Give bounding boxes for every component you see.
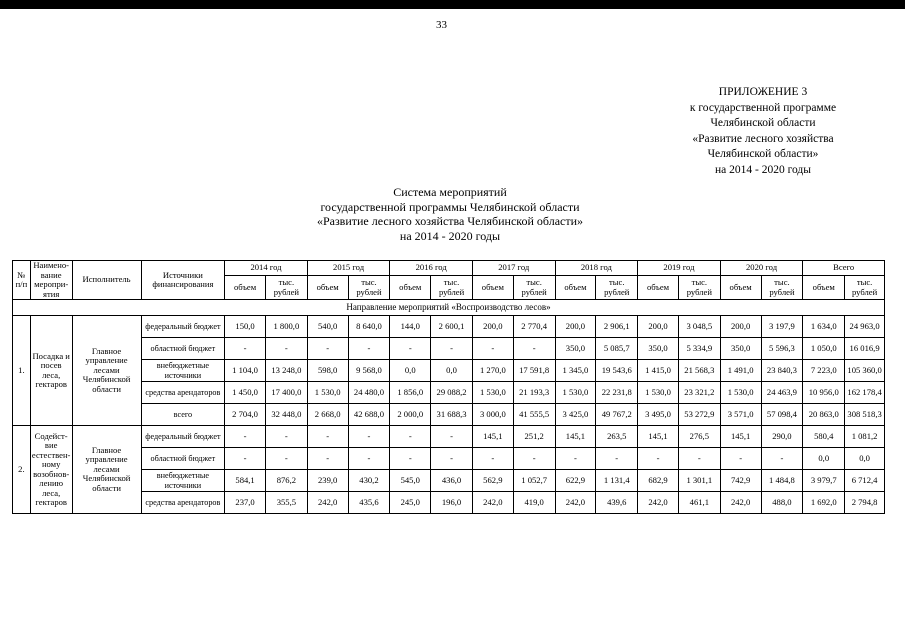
subheader-thousand: тыс. рублей	[513, 276, 555, 300]
value-cell: 350,0	[638, 338, 679, 360]
value-cell: 545,0	[390, 470, 431, 492]
top-black-bar	[0, 0, 905, 9]
value-cell: 8 640,0	[348, 316, 390, 338]
value-cell: 200,0	[638, 316, 679, 338]
header-year: 2020 год	[720, 261, 803, 276]
subheader-volume: объем	[720, 276, 761, 300]
value-cell: 1 450,0	[225, 382, 266, 404]
value-cell: 5 596,3	[761, 338, 803, 360]
value-cell: 21 193,3	[513, 382, 555, 404]
measure-name: Содейст-вие естествен-ному возобнов-лению леса, гектаров	[30, 426, 72, 514]
value-cell: 242,0	[638, 492, 679, 514]
value-cell: 488,0	[761, 492, 803, 514]
document-title	[240, 185, 660, 243]
value-cell: 13 248,0	[265, 360, 307, 382]
executor-name: Главное управление лесами Челябинской области	[72, 316, 141, 426]
value-cell: 150,0	[225, 316, 266, 338]
value-cell: 31 688,3	[431, 404, 473, 426]
source-cell: внебюджетные источники	[141, 470, 225, 492]
value-cell: 5 334,9	[678, 338, 720, 360]
value-cell: 24 963,0	[845, 316, 885, 338]
value-cell: 41 555,5	[513, 404, 555, 426]
table-row	[13, 470, 885, 492]
value-cell: 1 484,8	[761, 470, 803, 492]
value-cell: 436,0	[431, 470, 473, 492]
value-cell: 22 231,8	[596, 382, 638, 404]
header-year: 2015 год	[307, 261, 390, 276]
value-cell: -	[596, 448, 638, 470]
value-cell: 1 634,0	[803, 316, 845, 338]
value-cell: 1 530,0	[307, 382, 348, 404]
source-cell: всего	[141, 404, 225, 426]
header-year: 2017 год	[472, 261, 555, 276]
table-body	[13, 300, 885, 514]
value-cell: -	[638, 448, 679, 470]
table-row	[13, 448, 885, 470]
value-cell: 42 688,0	[348, 404, 390, 426]
subheader-volume: объем	[638, 276, 679, 300]
page-number: 33	[436, 19, 447, 31]
value-cell: 3 000,0	[472, 404, 513, 426]
source-cell: внебюджетные источники	[141, 360, 225, 382]
subheader-volume: объем	[390, 276, 431, 300]
value-cell: 9 568,0	[348, 360, 390, 382]
value-cell: 237,0	[225, 492, 266, 514]
table-row	[13, 426, 885, 448]
header-name: Наимено-вание меропри-ятия	[30, 261, 72, 300]
value-cell: 1 692,0	[803, 492, 845, 514]
subheader-volume: объем	[803, 276, 845, 300]
direction-row: Направление мероприятий «Воспроизводство лесов»	[13, 300, 885, 316]
value-cell: 2 668,0	[307, 404, 348, 426]
measure-name: Посадка и посев леса, гектаров	[30, 316, 72, 426]
value-cell: 1 270,0	[472, 360, 513, 382]
value-cell: 23 840,3	[761, 360, 803, 382]
value-cell: 16 016,9	[845, 338, 885, 360]
value-cell: 682,9	[638, 470, 679, 492]
value-cell: 1 301,1	[678, 470, 720, 492]
value-cell: 19 543,6	[596, 360, 638, 382]
value-cell: -	[390, 448, 431, 470]
value-cell: 242,0	[472, 492, 513, 514]
value-cell: 17 591,8	[513, 360, 555, 382]
value-cell: -	[348, 338, 390, 360]
value-cell: 23 321,2	[678, 382, 720, 404]
value-cell: 57 098,4	[761, 404, 803, 426]
value-cell: 3 197,9	[761, 316, 803, 338]
value-cell: 196,0	[431, 492, 473, 514]
value-cell: 0,0	[431, 360, 473, 382]
title-line: на 2014 - 2020 годы	[399, 228, 501, 243]
value-cell: 1 081,2	[845, 426, 885, 448]
source-cell: федеральный бюджет	[141, 316, 225, 338]
value-cell: -	[348, 448, 390, 470]
value-cell: 419,0	[513, 492, 555, 514]
value-cell: 3 425,0	[555, 404, 596, 426]
value-cell: 622,9	[555, 470, 596, 492]
subheader-thousand: тыс. рублей	[761, 276, 803, 300]
value-cell: 1 530,0	[555, 382, 596, 404]
value-cell: 145,1	[472, 426, 513, 448]
value-cell: 144,0	[390, 316, 431, 338]
table-row	[13, 492, 885, 514]
value-cell: 53 272,9	[678, 404, 720, 426]
header-no: № п/п	[13, 261, 31, 300]
value-cell: 105 360,0	[845, 360, 885, 382]
value-cell: -	[555, 448, 596, 470]
value-cell: 263,5	[596, 426, 638, 448]
value-cell: -	[390, 338, 431, 360]
value-cell: 1 530,0	[472, 382, 513, 404]
value-cell: 2 906,1	[596, 316, 638, 338]
header-year: 2014 год	[225, 261, 308, 276]
value-cell: -	[225, 338, 266, 360]
value-cell: 162 178,4	[845, 382, 885, 404]
value-cell: 435,6	[348, 492, 390, 514]
value-cell: 276,5	[678, 426, 720, 448]
source-cell: федеральный бюджет	[141, 426, 225, 448]
value-cell: 290,0	[761, 426, 803, 448]
value-cell: 21 568,3	[678, 360, 720, 382]
value-cell: -	[431, 426, 473, 448]
source-cell: областной бюджет	[141, 338, 225, 360]
value-cell: 17 400,0	[265, 382, 307, 404]
header-year: 2019 год	[638, 261, 721, 276]
title-line: Система мероприятий	[393, 185, 507, 199]
value-cell: 439,6	[596, 492, 638, 514]
value-cell: 1 104,0	[225, 360, 266, 382]
value-cell: 1 530,0	[638, 382, 679, 404]
value-cell: 461,1	[678, 492, 720, 514]
value-cell: 1 345,0	[555, 360, 596, 382]
title-line: государственной программы Челябинской области	[320, 199, 580, 214]
value-cell: 2 000,0	[390, 404, 431, 426]
value-cell: 5 085,7	[596, 338, 638, 360]
value-cell: -	[513, 338, 555, 360]
value-cell: 251,2	[513, 426, 555, 448]
value-cell: -	[678, 448, 720, 470]
value-cell: 145,1	[720, 426, 761, 448]
value-cell: 32 448,0	[265, 404, 307, 426]
value-cell: 562,9	[472, 470, 513, 492]
appendix-line: «Развитие лесного хозяйства	[692, 132, 834, 145]
value-cell: -	[348, 426, 390, 448]
value-cell: 49 767,2	[596, 404, 638, 426]
header-year: Всего	[803, 261, 885, 276]
value-cell: 1 131,4	[596, 470, 638, 492]
value-cell: 2 600,1	[431, 316, 473, 338]
value-cell: 308 518,3	[845, 404, 885, 426]
value-cell: 145,1	[555, 426, 596, 448]
header-year: 2016 год	[390, 261, 473, 276]
value-cell: 1 800,0	[265, 316, 307, 338]
value-cell: 242,0	[555, 492, 596, 514]
value-cell: 3 048,5	[678, 316, 720, 338]
table-row	[13, 316, 885, 338]
value-cell: -	[307, 426, 348, 448]
source-cell: областной бюджет	[141, 448, 225, 470]
appendix-line: Челябинской области»	[707, 148, 819, 160]
value-cell: 245,0	[390, 492, 431, 514]
value-cell: 0,0	[845, 448, 885, 470]
value-cell: 200,0	[472, 316, 513, 338]
value-cell: -	[390, 426, 431, 448]
value-cell: -	[265, 448, 307, 470]
value-cell: -	[225, 448, 266, 470]
value-cell: 29 088,2	[431, 382, 473, 404]
value-cell: -	[307, 338, 348, 360]
appendix-line: на 2014 - 2020 годы	[714, 163, 811, 176]
subheader-thousand: тыс. рублей	[431, 276, 473, 300]
value-cell: 2 704,0	[225, 404, 266, 426]
value-cell: -	[431, 338, 473, 360]
value-cell: 876,2	[265, 470, 307, 492]
appendix-line: Челябинской области	[710, 117, 816, 129]
subheader-thousand: тыс. рублей	[845, 276, 885, 300]
subheader-thousand: тыс. рублей	[596, 276, 638, 300]
header-executor: Исполнитель	[72, 261, 141, 300]
value-cell: 430,2	[348, 470, 390, 492]
subheader-volume: объем	[555, 276, 596, 300]
value-cell: -	[720, 448, 761, 470]
measures-table	[12, 260, 885, 514]
value-cell: -	[265, 426, 307, 448]
value-cell: 350,0	[720, 338, 761, 360]
subheader-thousand: тыс. рублей	[678, 276, 720, 300]
table-row	[13, 382, 885, 404]
value-cell: 239,0	[307, 470, 348, 492]
value-cell: 3 495,0	[638, 404, 679, 426]
source-cell: средства арендаторов	[141, 492, 225, 514]
value-cell: 584,1	[225, 470, 266, 492]
value-cell: 145,1	[638, 426, 679, 448]
value-cell: 3 571,0	[720, 404, 761, 426]
value-cell: 580,4	[803, 426, 845, 448]
value-cell: 0,0	[390, 360, 431, 382]
value-cell: 1 050,0	[803, 338, 845, 360]
value-cell: 10 956,0	[803, 382, 845, 404]
value-cell: 200,0	[555, 316, 596, 338]
appendix-line: ПРИЛОЖЕНИЕ 3	[718, 86, 808, 98]
value-cell: -	[472, 338, 513, 360]
value-cell: 200,0	[720, 316, 761, 338]
subheader-thousand: тыс. рублей	[265, 276, 307, 300]
value-cell: 355,5	[265, 492, 307, 514]
value-cell: 1 415,0	[638, 360, 679, 382]
value-cell: -	[513, 448, 555, 470]
value-cell: 540,0	[307, 316, 348, 338]
subheader-volume: объем	[225, 276, 266, 300]
value-cell: 242,0	[307, 492, 348, 514]
value-cell: 24 480,0	[348, 382, 390, 404]
value-cell: 24 463,9	[761, 382, 803, 404]
table-row	[13, 404, 885, 426]
value-cell: -	[307, 448, 348, 470]
value-cell: 1 491,0	[720, 360, 761, 382]
value-cell: 2 770,4	[513, 316, 555, 338]
header-sources: Источники финансирования	[141, 261, 225, 300]
header-year: 2018 год	[555, 261, 638, 276]
executor-name: Главное управление лесами Челябинской области	[72, 426, 141, 514]
appendix-line: к государственной программе	[689, 101, 837, 114]
row-number: 1.	[13, 316, 31, 426]
subheader-thousand: тыс. рублей	[348, 276, 390, 300]
value-cell: 6 712,4	[845, 470, 885, 492]
value-cell: -	[761, 448, 803, 470]
value-cell: -	[225, 426, 266, 448]
value-cell: 2 794,8	[845, 492, 885, 514]
value-cell: 1 530,0	[720, 382, 761, 404]
row-number: 2.	[13, 426, 31, 514]
value-cell: 0,0	[803, 448, 845, 470]
value-cell: 20 863,0	[803, 404, 845, 426]
appendix-block	[648, 85, 878, 178]
source-cell: средства арендаторов	[141, 382, 225, 404]
subheader-volume: объем	[472, 276, 513, 300]
value-cell: 1 052,7	[513, 470, 555, 492]
value-cell: 350,0	[555, 338, 596, 360]
value-cell: 1 856,0	[390, 382, 431, 404]
value-cell: 242,0	[720, 492, 761, 514]
value-cell: -	[472, 448, 513, 470]
subheader-volume: объем	[307, 276, 348, 300]
value-cell: 3 979,7	[803, 470, 845, 492]
table-row	[13, 338, 885, 360]
value-cell: -	[431, 448, 473, 470]
value-cell: 7 223,0	[803, 360, 845, 382]
value-cell: 598,0	[307, 360, 348, 382]
table-row	[13, 360, 885, 382]
title-line: «Развитие лесного хозяйства Челябинской области»	[316, 214, 584, 228]
value-cell: -	[265, 338, 307, 360]
value-cell: 742,9	[720, 470, 761, 492]
